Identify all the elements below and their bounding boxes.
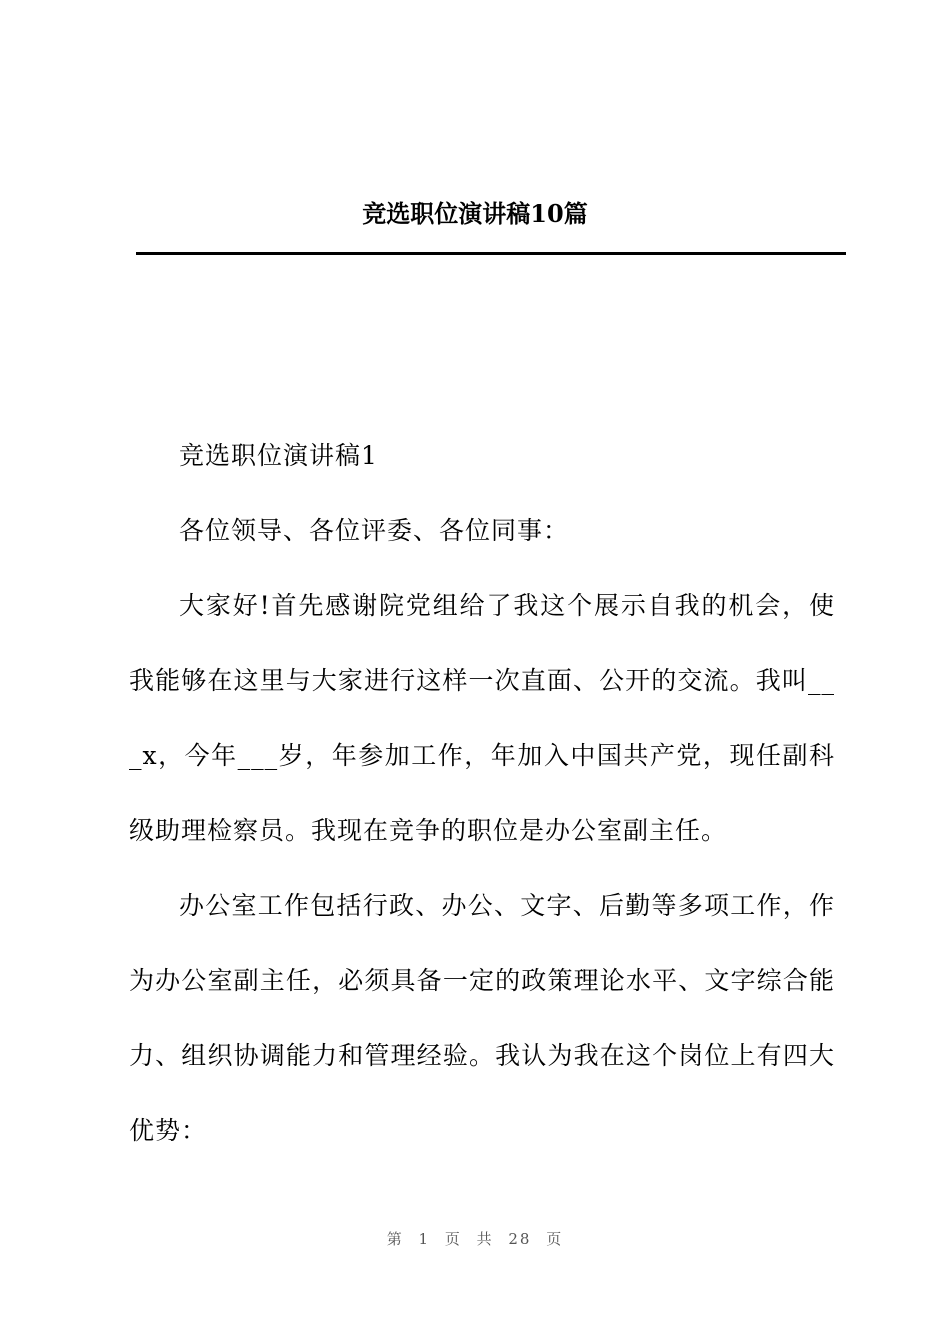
title-divider — [136, 252, 846, 255]
section-heading: 竞选职位演讲稿1 — [179, 441, 378, 470]
page-footer: 第 1 页 共 28 页 — [386, 1230, 564, 1248]
document-title: 竞选职位演讲稿10篇 — [362, 199, 588, 228]
salutation-paragraph: 各位领导、各位评委、各位同事： — [179, 516, 570, 545]
document-body — [129, 418, 835, 1168]
duties-paragraph: 办公室工作包括行政、办公、文字、后勤等多项工作，作为办公室副主任，必须具备一定的政策理论水平、文字综合能力、组织协调能力和管理经验。我认为我在这个岗位上有四大优势： — [129, 891, 835, 1145]
intro-paragraph: 大家好!首先感谢院党组给了我这个展示自我的机会，使我能够在这里与大家进行这样一次直面、公开的交流。我叫___x，今年___岁，年参加工作，年加入中国共产党，现任副科级助理检察员。我现在竞争的职位是办公室副主任。 — [129, 591, 835, 845]
